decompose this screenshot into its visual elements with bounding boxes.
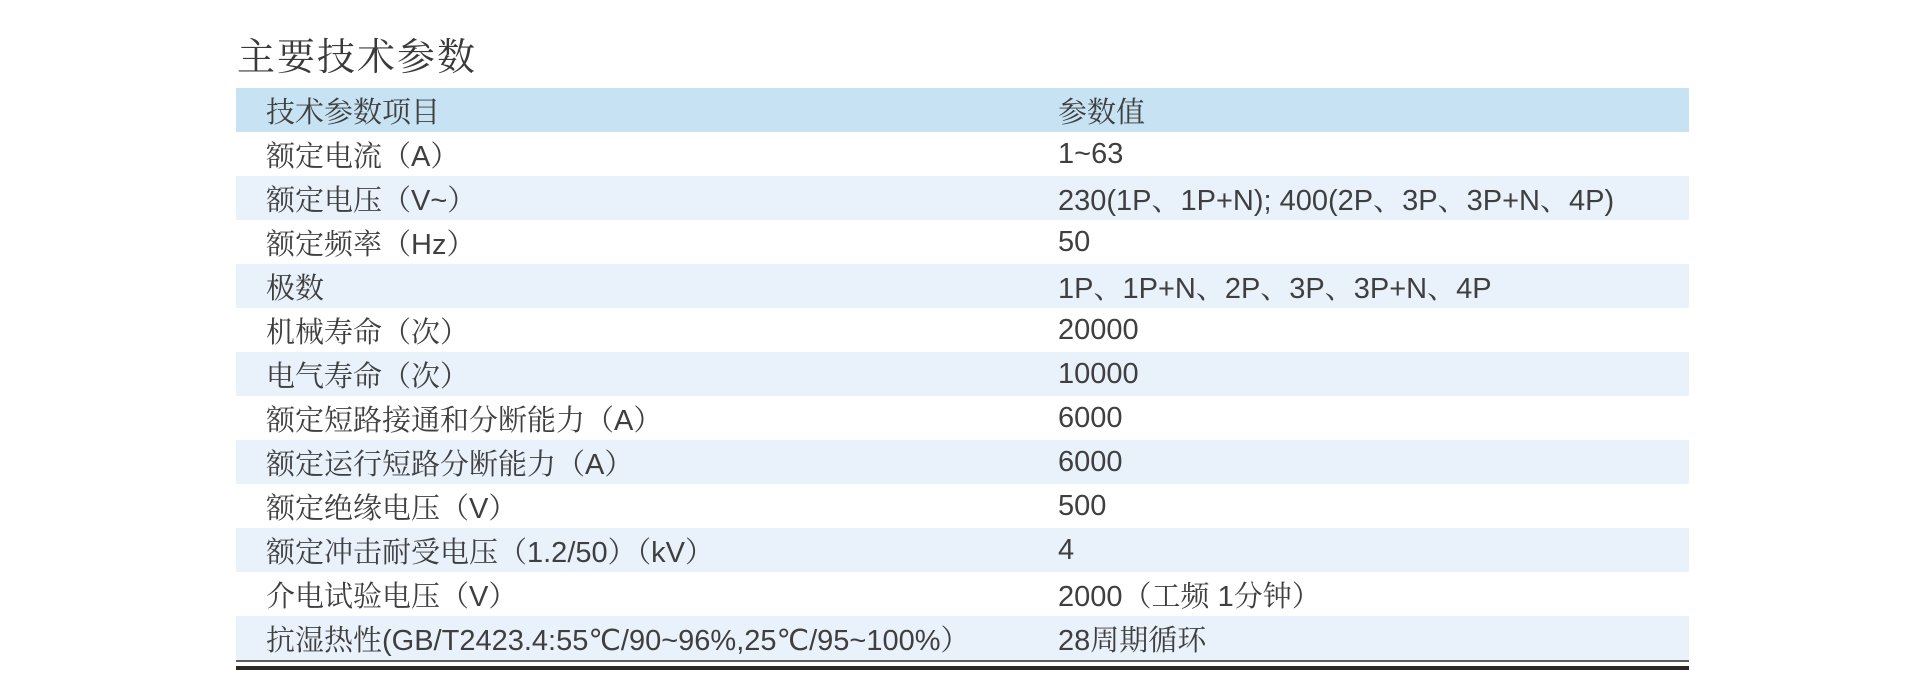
value-cell: 2000（工频 1分钟） <box>1058 580 1321 613</box>
table-bottom-rule <box>236 660 1689 670</box>
param-cell: 额定运行短路分断能力（A） <box>266 448 634 481</box>
table-row <box>236 616 1689 660</box>
table-header-row <box>236 88 1689 132</box>
table-row <box>236 176 1689 220</box>
spec-table <box>236 88 1689 670</box>
table-row <box>236 132 1689 176</box>
table-row <box>236 484 1689 528</box>
param-cell: 额定电流（A） <box>266 140 460 173</box>
param-cell: 介电试验电压（V） <box>266 580 518 613</box>
param-cell: 机械寿命（次） <box>266 316 470 349</box>
table-row <box>236 528 1689 572</box>
table-row <box>236 352 1689 396</box>
column-header-parameter: 技术参数项目 <box>266 96 441 129</box>
table-row <box>236 440 1689 484</box>
value-cell: 28周期循环 <box>1058 624 1207 657</box>
value-cell: 4 <box>1058 533 1075 566</box>
param-cell: 抗湿热性(GB/T2423.4:55℃/90~96%,25℃/95~100%） <box>266 624 970 657</box>
param-cell: 极数 <box>266 272 325 305</box>
column-header-value: 参数值 <box>1058 96 1146 129</box>
value-cell: 230(1P、1P+N); 400(2P、3P、3P+N、4P) <box>1058 184 1615 217</box>
param-cell: 额定绝缘电压（V） <box>266 492 518 525</box>
param-cell: 额定频率（Hz） <box>266 228 476 261</box>
table-row <box>236 220 1689 264</box>
table-row <box>236 572 1689 616</box>
table-row <box>236 264 1689 308</box>
param-cell: 电气寿命（次） <box>266 360 470 393</box>
table-row <box>236 396 1689 440</box>
param-cell: 额定短路接通和分断能力（A） <box>266 404 663 437</box>
value-cell: 1~63 <box>1058 137 1124 170</box>
value-cell: 500 <box>1058 489 1107 522</box>
param-cell: 额定冲击耐受电压（1.2/50）（kV） <box>266 536 714 569</box>
page-title: 主要技术参数 <box>237 37 478 79</box>
param-cell: 额定电压（V~） <box>266 184 477 217</box>
table-row <box>236 308 1689 352</box>
value-cell: 20000 <box>1058 313 1139 346</box>
value-cell: 6000 <box>1058 401 1123 434</box>
value-cell: 6000 <box>1058 445 1123 478</box>
value-cell: 50 <box>1058 225 1091 258</box>
value-cell: 1P、1P+N、2P、3P、3P+N、4P <box>1058 272 1492 305</box>
value-cell: 10000 <box>1058 357 1139 390</box>
